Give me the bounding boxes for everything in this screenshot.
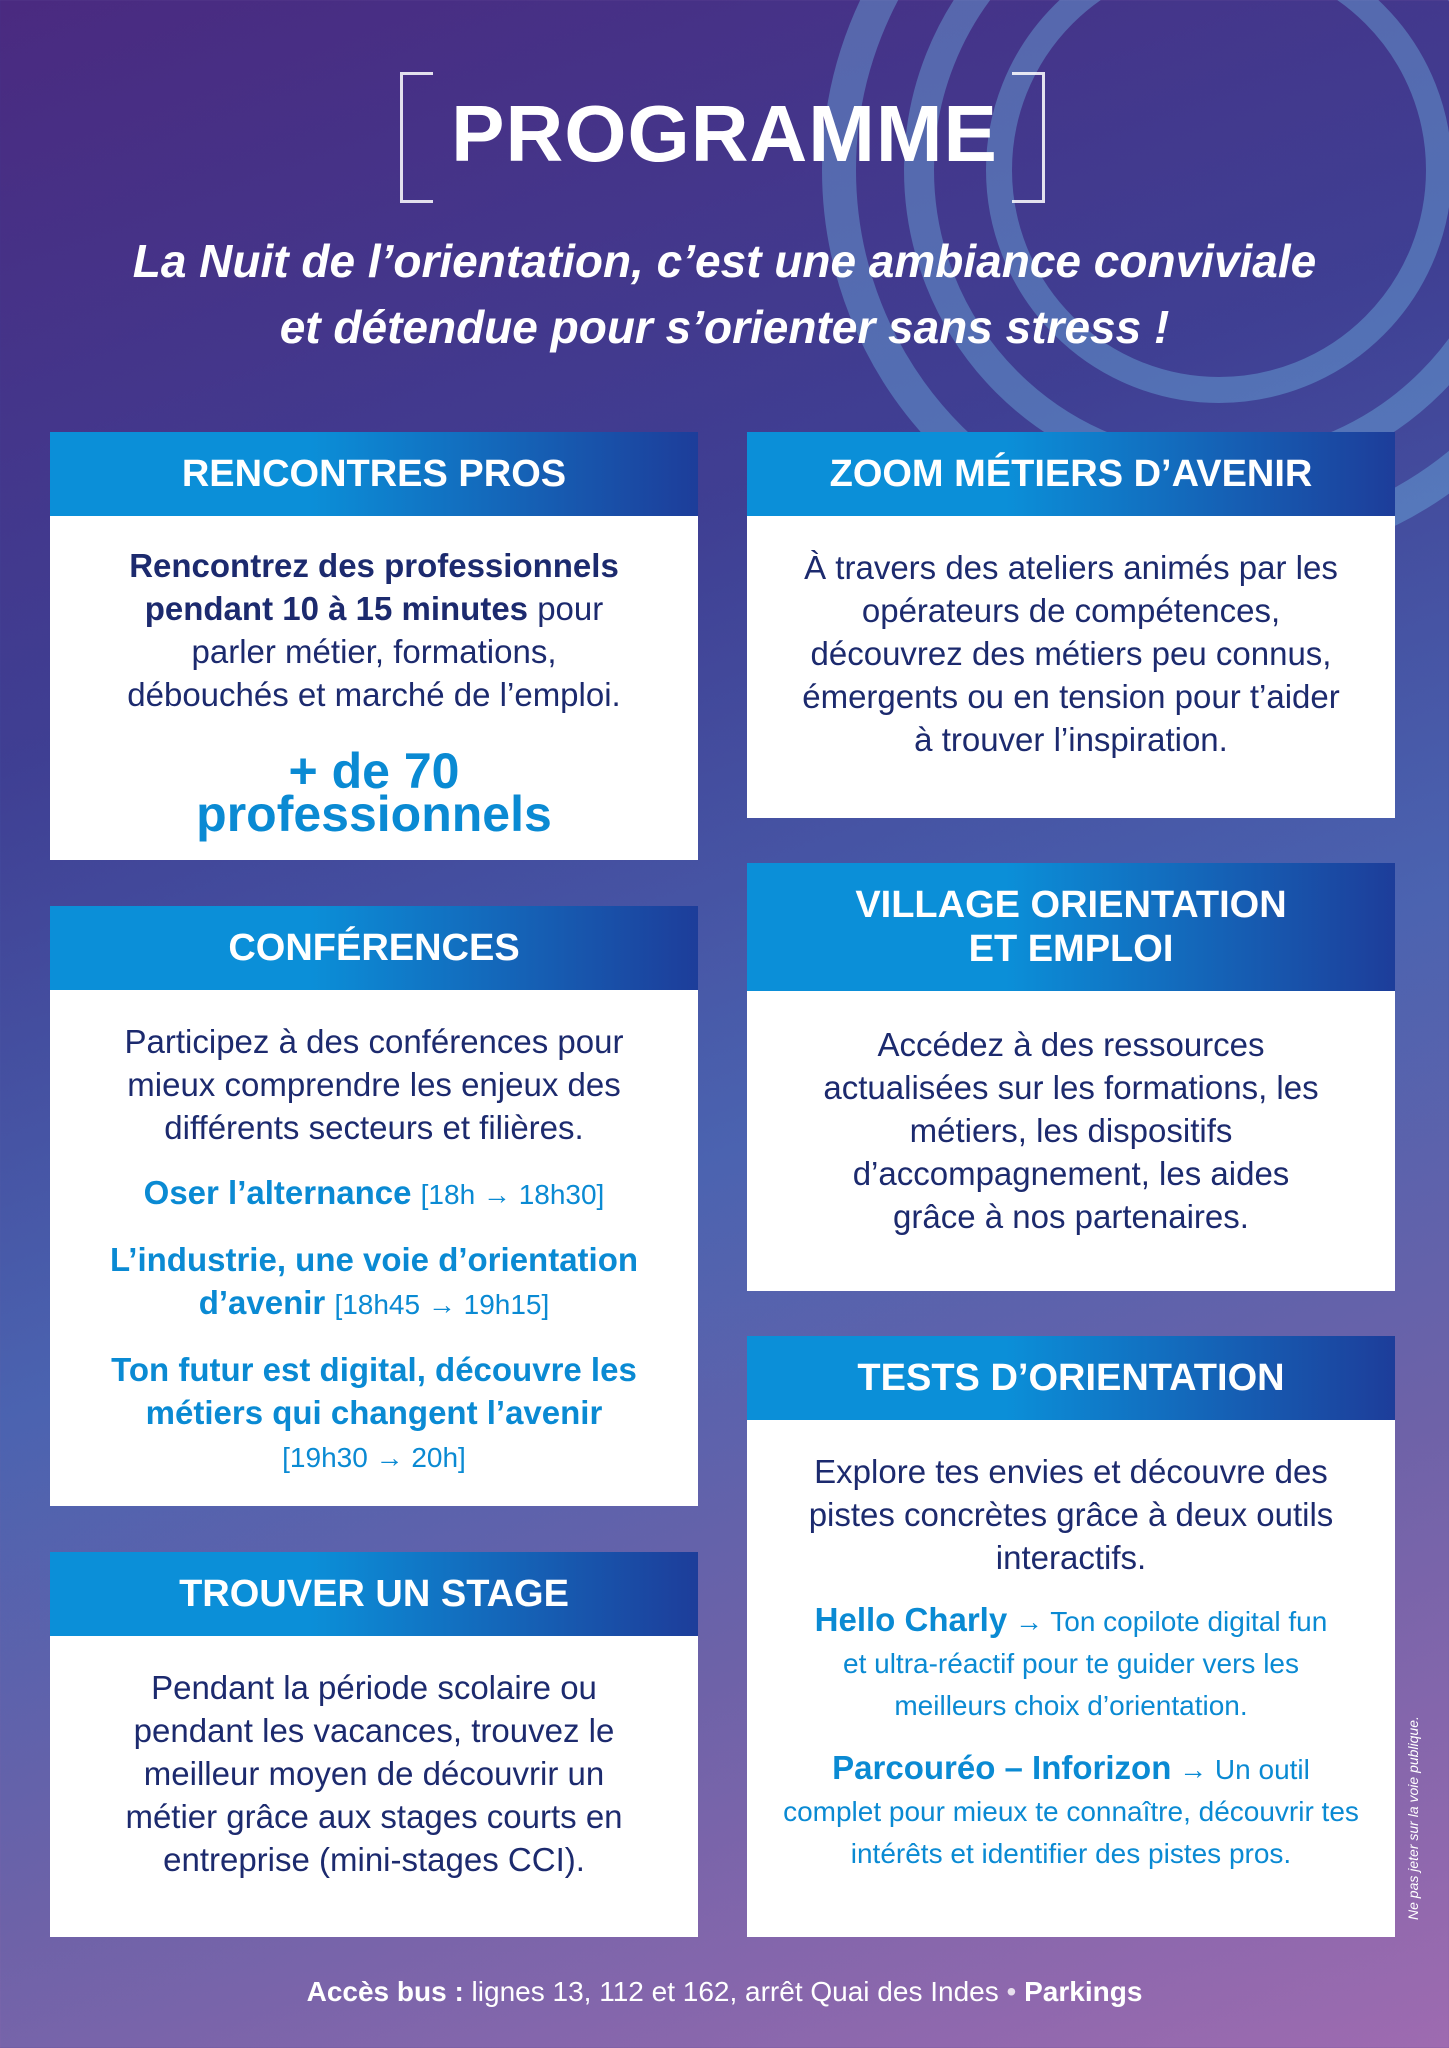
tool-description: → Ton copilote digital fun et ultra-réactif pour te guider vers les meilleurs choix d’orientation. (843, 1606, 1328, 1721)
card-village-orientation (747, 863, 1395, 1291)
bus-access-label: Accès bus : (306, 1976, 464, 2007)
card-title (747, 863, 1395, 991)
card-title: CONFÉRENCES (50, 906, 698, 990)
card-title: ZOOM MÉTIERS D’AVENIR (747, 432, 1395, 516)
tool-description: → Un outil complet pour mieux te connaître, découvrir tes intérêts et identifier des pistes pros. (783, 1754, 1359, 1869)
tool-name: Hello Charly (814, 1601, 1008, 1638)
card-body (50, 990, 698, 1507)
subtitle-line-2: et détendue pour s’orienter sans stress ! (279, 301, 1170, 353)
session-time: [18h → 18h30] (420, 1179, 605, 1210)
card-tests-orientation (747, 1336, 1395, 1937)
card-zoom-metiers (747, 432, 1395, 818)
tool-item (802, 1599, 1340, 1727)
parking-label: Parkings (1024, 1976, 1143, 2007)
card-trouver-un-stage (50, 1552, 698, 1937)
conference-session (84, 1171, 664, 1216)
conference-session (84, 1238, 664, 1326)
card-title-line-2: ET EMPLOI (968, 928, 1174, 970)
side-note: Ne pas jeter sur la voie publique. (1405, 1716, 1421, 1920)
card-body (747, 516, 1395, 789)
card-body (747, 991, 1395, 1266)
card-text: Participez à des conférences pour mieux comprendre les enjeux des différents secteurs et filières. (124, 1023, 624, 1146)
subtitle-line-1: La Nuit de l’orientation, c’est une ambiance conviviale (132, 235, 1317, 287)
session-title: Oser l’alternance (143, 1174, 412, 1211)
card-text: Accédez à des ressources actualisées sur les formations, les métiers, les dispositifs d’accompagnement, les aides grâce à nos partenaires. (823, 1026, 1319, 1235)
tool-name: Parcouréo – Inforizon (832, 1749, 1172, 1786)
bus-access-text: lignes 13, 112 et 162, arrêt Quai des Indes (463, 1976, 999, 2007)
card-text: À travers des ateliers animés par les opérateurs de compétences, découvrez des métiers peu connus, émergents ou en tension pour t’aider à trouver l’inspiration. (802, 549, 1340, 758)
card-text: Pendant la période scolaire ou pendant les vacances, trouvez le meilleur moyen de découvrir un métier grâce aux stages courts en entreprise (mini-stages CCI). (125, 1669, 623, 1878)
session-time: [19h30 → 20h] (282, 1442, 466, 1473)
card-body (50, 516, 698, 864)
card-title: TROUVER UN STAGE (50, 1552, 698, 1636)
card-body (747, 1420, 1395, 1903)
card-text (110, 544, 638, 716)
card-text: Explore tes envies et découvre des pistes concrètes grâce à deux outils interactifs. (808, 1453, 1334, 1576)
card-conferences (50, 906, 698, 1506)
conference-session (84, 1348, 664, 1479)
card-rencontres-pros (50, 432, 698, 860)
session-title: Ton futur est digital, découvre les métiers qui changent l’avenir (111, 1351, 637, 1431)
professionals-count: + de 70 professionnels (196, 743, 552, 842)
session-title: L’industrie, une voie d’orientation d’avenir (109, 1241, 639, 1321)
card-text-strong: Rencontrez des professionnels pendant 10 à 15 minutes (129, 547, 619, 627)
footer-separator: • (998, 1976, 1025, 2007)
session-time: [18h45 → 19h15] (334, 1289, 550, 1320)
tool-item (782, 1747, 1360, 1875)
card-title-line-1: VILLAGE ORIENTATION (855, 884, 1287, 926)
footer-access (0, 1976, 1449, 2008)
card-title: RENCONTRES PROS (50, 432, 698, 516)
page-title: PROGRAMME (451, 89, 998, 178)
card-text-rest: pour parler métier, formations, débouchés et marché de l’emploi. (127, 590, 621, 713)
page-subtitle (60, 228, 1389, 360)
card-body (50, 1636, 698, 1909)
card-title: TESTS D’ORIENTATION (747, 1336, 1395, 1420)
